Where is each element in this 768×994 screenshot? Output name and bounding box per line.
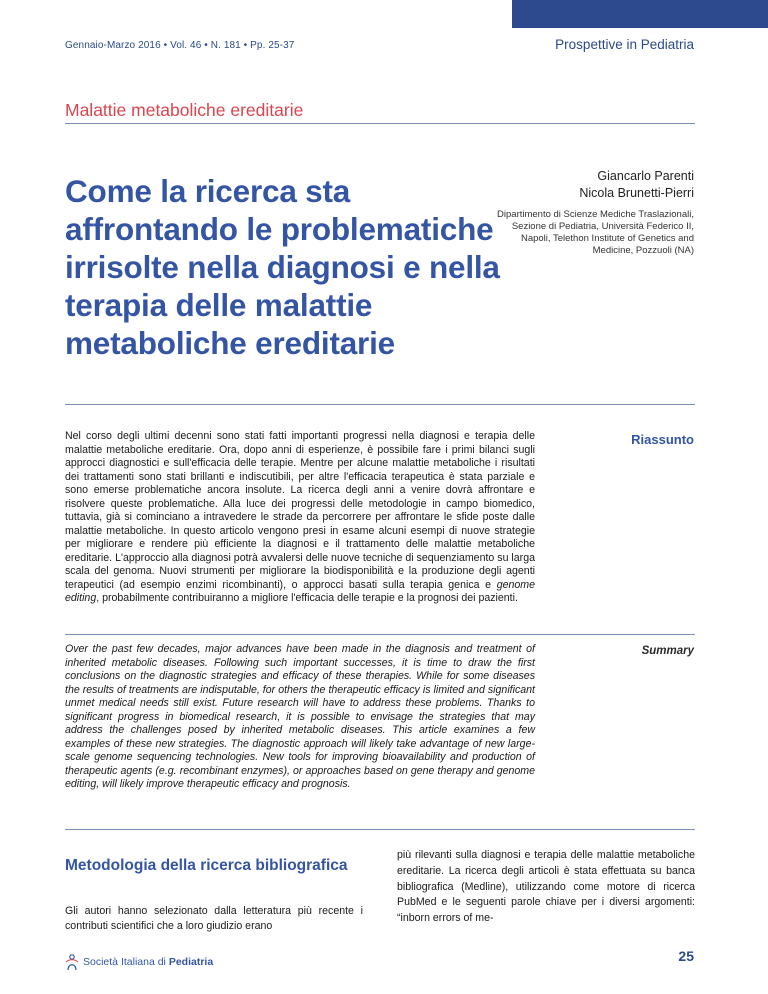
journal-info: Gennaio-Marzo 2016 • Vol. 46 • N. 181 • Pp. 25-37 bbox=[65, 40, 295, 51]
summary-label: Summary bbox=[641, 645, 694, 657]
riassunto-text-emphasis: genome editing bbox=[65, 578, 535, 604]
society-name-bold: Pediatria bbox=[168, 956, 214, 968]
body-right-column: più rilevanti sulla diagnosi e terapia delle malattie metaboliche ereditarie. La ricerca degli articoli è stata effettuata su banca bibliografica (Medline), utilizzando come motore di ricerca PubMed e le seguenti parole chiave per i diversi argomenti: “inborn errors of me- bbox=[397, 849, 695, 925]
riassunto-text bbox=[65, 430, 535, 606]
article-title: Come la ricerca sta affrontando le problematiche irrisolte nella diagnosi e nella terapia delle malattie metaboliche ereditarie bbox=[65, 173, 500, 361]
header-bar bbox=[0, 0, 768, 28]
riassunto-rule bbox=[65, 404, 695, 405]
affiliation: Dipartimento di Scienze Mediche Traslazionali, Sezione di Pediatria, Università Federico II, Napoli, Telethon Institute of Genetics and Medicine, Pozzuoli (NA) bbox=[497, 209, 694, 256]
header-bar-left bbox=[0, 0, 512, 28]
society-name bbox=[83, 956, 213, 968]
methods-heading: Metodologia della ricerca bibliografica bbox=[65, 857, 348, 874]
body-rule bbox=[65, 829, 695, 830]
section-heading: Malattie metaboliche ereditarie bbox=[65, 100, 304, 120]
riassunto-text-part: , probabilmente contribuiranno a migliore l'efficacia delle terapie e la prognosi dei pazienti. bbox=[96, 592, 518, 604]
header-bar-accent bbox=[512, 0, 768, 28]
society-logo-icon bbox=[65, 953, 79, 971]
society-name-prefix: Società Italiana di bbox=[83, 956, 169, 968]
summary-text: Over the past few decades, major advances have been made in the diagnosis and treatment of inherited metabolic diseases. Following such important successes, it is time to draw the first conclusions on the diagnostic strategies and efficacy of these therapies. While for some diseases the results of treatments are indisputable, for others the therapeutic efficacy is limited and significant unmet medical needs still exist. Future research will have to address these problems. Thanks to significant progress in biomedical research, it is possible to envisage the strategies that may address the challenges posed by inherited metabolic diseases. This article examines a few examples of these new strategies. The diagnostic approach will likely take advantage of new large-scale genome sequencing technologies. New tools for improving bioavailability and production of therapeutic agents (e.g. recombinant enzymes), or approaches based on gene therapy and genome editing, will likely improve therapeutic efficacy and prognosis. bbox=[65, 643, 535, 790]
section-rule bbox=[65, 123, 695, 124]
author-name: Giancarlo Parenti bbox=[597, 169, 694, 183]
authors bbox=[579, 168, 694, 202]
journal-name: Prospettive in Pediatria bbox=[555, 37, 694, 52]
riassunto-text-part: Nel corso degli ultimi decenni sono stati fatti importanti progressi nella diagnosi e terapia delle malattie metaboliche ereditarie. Ora, dopo anni di esperienze, è possibile fare i primi bilanci sugli approcci diagnostici e sull'efficacia delle terapie. Mentre per alcune malattie metaboliche i risultati dei trattamenti sono stati brillanti e indiscutibili, per altre l'efficacia terapeutica è stata parziale e sono emerse problematiche ancora insolute. La ricerca degli anni a venire dovrà affrontare e risolvere queste problematiche. Alla luce dei progressi delle metodologie in campo biomedico, tuttavia, già si cominciano a intravedere le strade da percorrere per affrontare le sfide poste dalle malattie metaboliche. In questo articolo vengono presi in esame alcuni esempi di nuove strategie per migliorare e rendere più efficiente la diagnosi e il trattamento delle malattie metaboliche ereditarie. L'approccio alla diagnosi potrà avvalersi delle nuove tecniche di sequenziamento su larga scala del genoma. Nuovi strumenti per migliorare la biodisponibilità e la produzione degli agenti terapeutici (ad esempio enzimi ricombinanti), o approcci basati sulla terapia genica e bbox=[65, 430, 535, 591]
society-logo bbox=[65, 952, 213, 972]
riassunto-label: Riassunto bbox=[631, 432, 694, 447]
body-left-column: Gli autori hanno selezionato dalla letteratura più recente i contributi scientifici che a loro giudizio erano bbox=[65, 905, 363, 932]
page-number: 25 bbox=[678, 948, 694, 964]
summary-rule bbox=[65, 634, 695, 635]
author-name: Nicola Brunetti-Pierri bbox=[579, 186, 694, 200]
